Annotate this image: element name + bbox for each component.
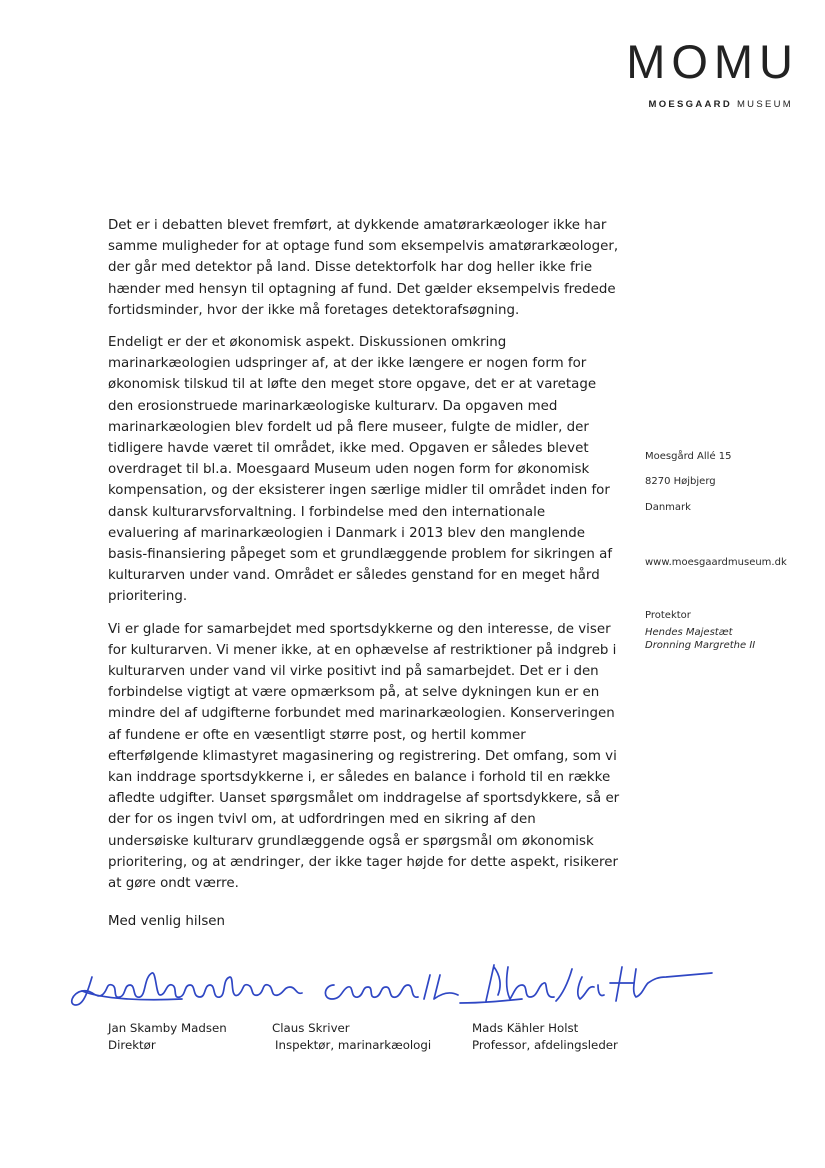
signatory-2	[272, 1020, 431, 1054]
logo-subtitle-bold: MOESGAARD	[648, 99, 733, 110]
paragraph-collaboration: Vi er glade for samarbejdet med sportsdykkerne og den interesse, de viser for kulturarven. Vi mener ikke, at en ophævelse af restriktioner på indgreb i kulturarven under vand vil virke positivt ind på samarbejdet. Det er i den forbindelse vigtigt at være opmærksom på, at selve dykningen kun er en mindre del af udgifterne forbundet med marinarkæologien. Konserveringen af fundene er ofte en væsentligt større post, og hertil kommer efterfølgende klimastyret magasinering og registrering. Det omfang, som vi kan inddrage sportsdykkerne i, er således en balance i forhold til en række afledte udgifter. Uanset spørgsmålet om inddragelse af sportsdykkere, så er der for os ingen tvivl om, at udfordringen med en sikring af den undersøiske kulturarv grundlæggende også er spørgsmål om økonomisk prioritering, og at ændringer, der ikke tager højde for dette aspekt, risikerer at gøre ondt værre.	[108, 621, 620, 892]
logo-wordmark: MOMU	[626, 35, 799, 88]
signatory-name: Mads Kähler Holst	[472, 1021, 579, 1035]
website-link[interactable]: www.moesgaardmuseum.dk	[645, 557, 787, 568]
signature-jan-skamby-madsen	[72, 973, 302, 1005]
paragraph-economic-aspect: Endeligt er der et økonomisk aspekt. Diskussionen omkring marinarkæologien udspringer af, at der ikke længere er nogen form for økonomisk tilskud til at løfte den meget store opgave, det er at varetage den erosionstruede marinarkæologiske kulturarv. Da opgaven med marinarkæologien blev fordelt ud på flere museer, fulgte de midler, der tidligere havde været til området, ikke med. Opgaven er således blevet overdraget til bl.a. Moesgaard Museum uden nogen form for økonomisk kompensation, og der eksisterer ingen særlige midler til området inden for dansk kulturarvsforvaltning. I forbindelse med den internationale evaluering af marinarkæologien i Danmark i 2013 blev den manglende basis-finansiering påpeget som et grundlæggende problem for sikringen af kulturarven under vand. Området er således genstand for en meget hård prioritering.	[108, 335, 613, 605]
signatory-name: Jan Skamby Madsen	[108, 1021, 227, 1035]
signatory-1	[108, 1020, 227, 1054]
logo-subtitle	[626, 99, 793, 110]
address-country: Danmark	[645, 502, 691, 513]
logo-subtitle-rest: MUSEUM	[736, 99, 793, 110]
signatory-title: Professor, afdelingsleder	[472, 1038, 618, 1052]
protector-label: Protektor	[645, 610, 691, 621]
handwritten-signatures	[62, 955, 722, 1025]
closing-greeting: Med venlig hilsen	[108, 914, 226, 929]
museum-logo	[626, 35, 799, 110]
protector-line-2: Dronning Margrethe II	[645, 640, 756, 651]
address-postal: 8270 Højbjerg	[645, 476, 716, 487]
address-street: Moesgård Allé 15	[645, 451, 732, 462]
signature-claus-skriver	[325, 975, 458, 999]
signatory-name: Claus Skriver	[272, 1021, 350, 1035]
letter-body	[108, 215, 620, 905]
protector-line-1: Hendes Majestæt	[645, 627, 733, 638]
paragraph-detector-argument: Det er i debatten blevet fremført, at dykkende amatørarkæologer ikke har samme muligheder for at optage fund som eksempelvis amatørarkæologer, der går med detektor på land. Disse detektorfolk har dog heller ikke frie hænder med hensyn til optagning af fund. Det gælder eksempelvis fredede fortidsminder, hvor der ikke må foretages detektorafsøgning.	[108, 218, 619, 318]
signature-mads-kahler-holst	[460, 965, 712, 1003]
signatory-title: Direktør	[108, 1038, 156, 1052]
signatory-3	[472, 1020, 618, 1054]
signatory-title: Inspektør, marinarkæologi	[275, 1038, 432, 1052]
